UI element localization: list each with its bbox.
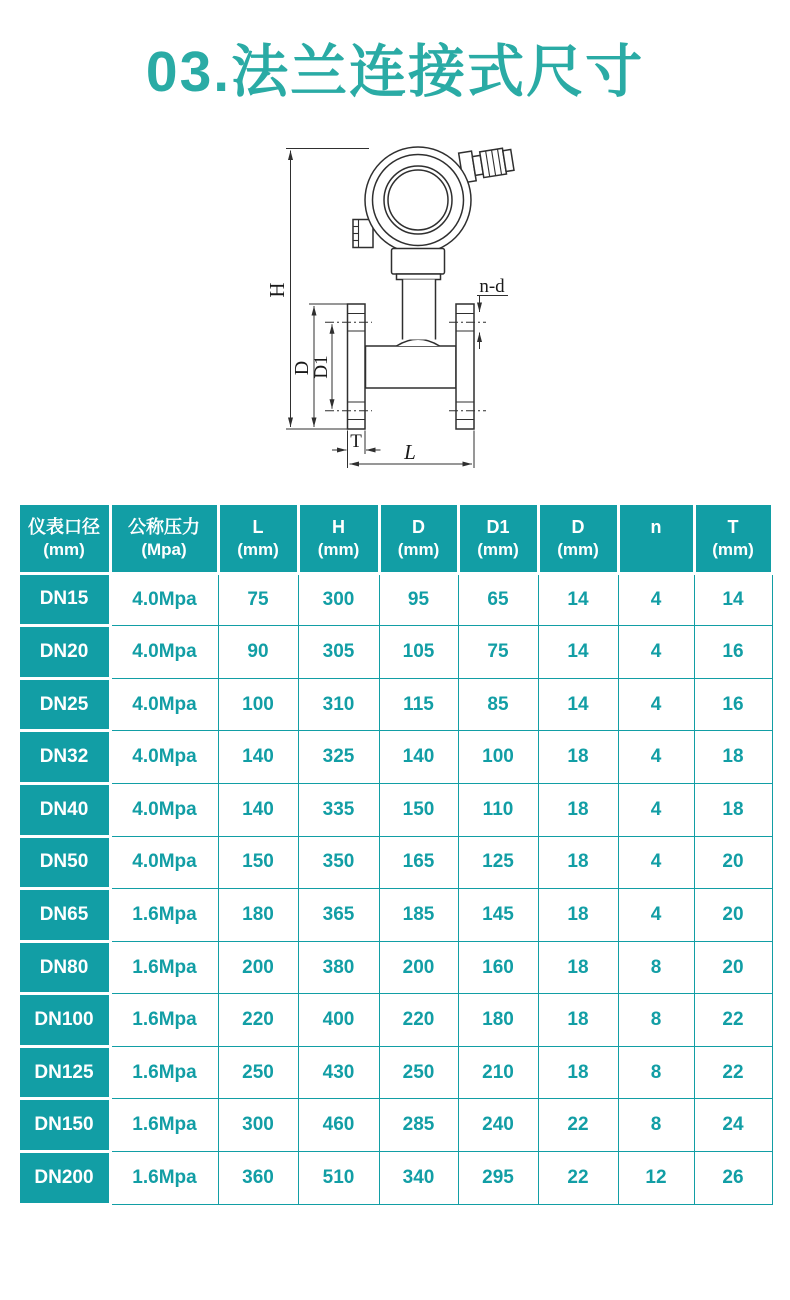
table-cell: 8 [618,941,694,994]
column-header: D (mm) [379,503,458,573]
table-cell: 1.6Mpa [110,941,218,994]
column-header: 仪表口径 (mm) [18,503,110,573]
table-cell: 75 [218,573,298,626]
table-row [18,678,772,731]
table-row [18,889,772,942]
table-cell: 145 [458,889,538,942]
table-row [18,1099,772,1152]
table-cell: 4 [618,783,694,836]
table-row [18,1152,772,1205]
table-cell: 14 [538,678,618,731]
meter-body [366,339,457,388]
row-header-cell: DN40 [18,783,110,836]
column-header: T (mm) [694,503,772,573]
table-cell: 18 [694,783,772,836]
table-cell: 4 [618,626,694,679]
table-cell: 20 [694,836,772,889]
table-cell: 4.0Mpa [110,731,218,784]
dimension-nd [477,276,508,349]
table-row [18,1046,772,1099]
row-header-cell: DN50 [18,836,110,889]
table-row [18,573,772,626]
table-cell: 510 [298,1152,379,1205]
table-cell: 200 [379,941,458,994]
table-cell: 18 [538,731,618,784]
table-cell: 85 [458,678,538,731]
column-header: H (mm) [298,503,379,573]
table-cell: 285 [379,1099,458,1152]
table-cell: 18 [694,731,772,784]
table-cell: 4 [618,731,694,784]
row-header-cell: DN150 [18,1099,110,1152]
table-cell: 26 [694,1152,772,1205]
table-row [18,941,772,994]
table-cell: 125 [458,836,538,889]
table-cell: 8 [618,1046,694,1099]
table-cell: 210 [458,1046,538,1099]
table-cell: 430 [298,1046,379,1099]
row-header-cell: DN200 [18,1152,110,1205]
table-row [18,626,772,679]
table-cell: 110 [458,783,538,836]
table-cell: 14 [538,626,618,679]
table-cell: 400 [298,994,379,1047]
spec-sheet-page [0,40,790,1206]
table-cell: 22 [694,1046,772,1099]
table-cell: 300 [218,1099,298,1152]
row-header-cell: DN65 [18,889,110,942]
table-cell: 1.6Mpa [110,1046,218,1099]
table-cell: 4.0Mpa [110,626,218,679]
row-header-cell: DN15 [18,573,110,626]
table-cell: 4.0Mpa [110,836,218,889]
table-cell: 325 [298,731,379,784]
row-header-cell: DN80 [18,941,110,994]
neck-stem [392,248,445,339]
table-cell: 460 [298,1099,379,1152]
row-header-cell: DN125 [18,1046,110,1099]
dim-label-l: L [404,439,416,464]
row-header-cell: DN20 [18,626,110,679]
row-header-cell: DN25 [18,678,110,731]
table-cell: 365 [298,889,379,942]
table-cell: 310 [298,678,379,731]
row-header-cell: DN100 [18,994,110,1047]
table-cell: 220 [218,994,298,1047]
table-body [18,573,772,1204]
table-cell: 220 [379,994,458,1047]
table-cell: 250 [218,1046,298,1099]
table-cell: 8 [618,1099,694,1152]
table-cell: 295 [458,1152,538,1205]
table-cell: 300 [298,573,379,626]
table-cell: 200 [218,941,298,994]
table-cell: 4.0Mpa [110,783,218,836]
table-row [18,731,772,784]
table-cell: 12 [618,1152,694,1205]
table-cell: 150 [218,836,298,889]
table-cell: 8 [618,994,694,1047]
table-cell: 250 [379,1046,458,1099]
table-cell: 165 [379,836,458,889]
table-cell: 90 [218,626,298,679]
table-cell: 24 [694,1099,772,1152]
table-cell: 100 [218,678,298,731]
flowmeter-technical-drawing [253,132,537,486]
table-cell: 65 [458,573,538,626]
flowmeter-dimension-diagram [253,132,537,491]
table-cell: 14 [694,573,772,626]
table-cell: 22 [694,994,772,1047]
table-cell: 16 [694,678,772,731]
table-cell: 160 [458,941,538,994]
table-cell: 14 [538,573,618,626]
dim-label-d: D [291,360,313,375]
table-cell: 240 [458,1099,538,1152]
table-cell: 18 [538,1046,618,1099]
page-title: 03.法兰连接式尺寸 [145,40,645,104]
table-cell: 75 [458,626,538,679]
column-header: L (mm) [218,503,298,573]
dimension-spec-table [17,502,774,1206]
table-cell: 1.6Mpa [110,994,218,1047]
table-cell: 18 [538,889,618,942]
table-cell: 22 [538,1099,618,1152]
table-cell: 350 [298,836,379,889]
table-cell: 105 [379,626,458,679]
dim-label-d1: D1 [311,354,332,379]
dimension-t [332,430,381,454]
table-cell: 4.0Mpa [110,678,218,731]
table-cell: 340 [379,1152,458,1205]
column-header: D1 (mm) [458,503,538,573]
column-header: D (mm) [538,503,618,573]
table-cell: 360 [218,1152,298,1205]
row-header-cell: DN32 [18,731,110,784]
table-row [18,783,772,836]
table-cell: 18 [538,994,618,1047]
cable-gland [459,145,515,183]
table-cell: 150 [379,783,458,836]
dim-label-nd: n-d [479,275,505,297]
table-cell: 20 [694,889,772,942]
table-cell: 1.6Mpa [110,1099,218,1152]
dim-label-t: T [350,430,362,452]
table-cell: 100 [458,731,538,784]
table-row [18,836,772,889]
table-cell: 18 [538,836,618,889]
table-cell: 180 [218,889,298,942]
table-cell: 4 [618,836,694,889]
table-cell: 22 [538,1152,618,1205]
table-cell: 335 [298,783,379,836]
table-cell: 185 [379,889,458,942]
dim-label-h: H [265,281,289,298]
table-cell: 4 [618,678,694,731]
table-cell: 140 [218,731,298,784]
table-header-row [18,503,772,573]
table-cell: 20 [694,941,772,994]
table-cell: 4.0Mpa [110,573,218,626]
table-cell: 140 [379,731,458,784]
table-cell: 18 [538,783,618,836]
table-cell: 180 [458,994,538,1047]
table-cell: 18 [538,941,618,994]
table-cell: 95 [379,573,458,626]
table-header [18,503,772,573]
table-row [18,994,772,1047]
transmitter-head [365,147,471,253]
table-cell: 140 [218,783,298,836]
column-header: n [618,503,694,573]
table-cell: 305 [298,626,379,679]
column-header: 公称压力 (Mpa) [110,503,218,573]
table-cell: 1.6Mpa [110,889,218,942]
dimension-l [348,430,475,468]
table-cell: 115 [379,678,458,731]
table-cell: 380 [298,941,379,994]
table-cell: 4 [618,573,694,626]
table-cell: 16 [694,626,772,679]
table-cell: 4 [618,889,694,942]
table-cell: 1.6Mpa [110,1152,218,1205]
